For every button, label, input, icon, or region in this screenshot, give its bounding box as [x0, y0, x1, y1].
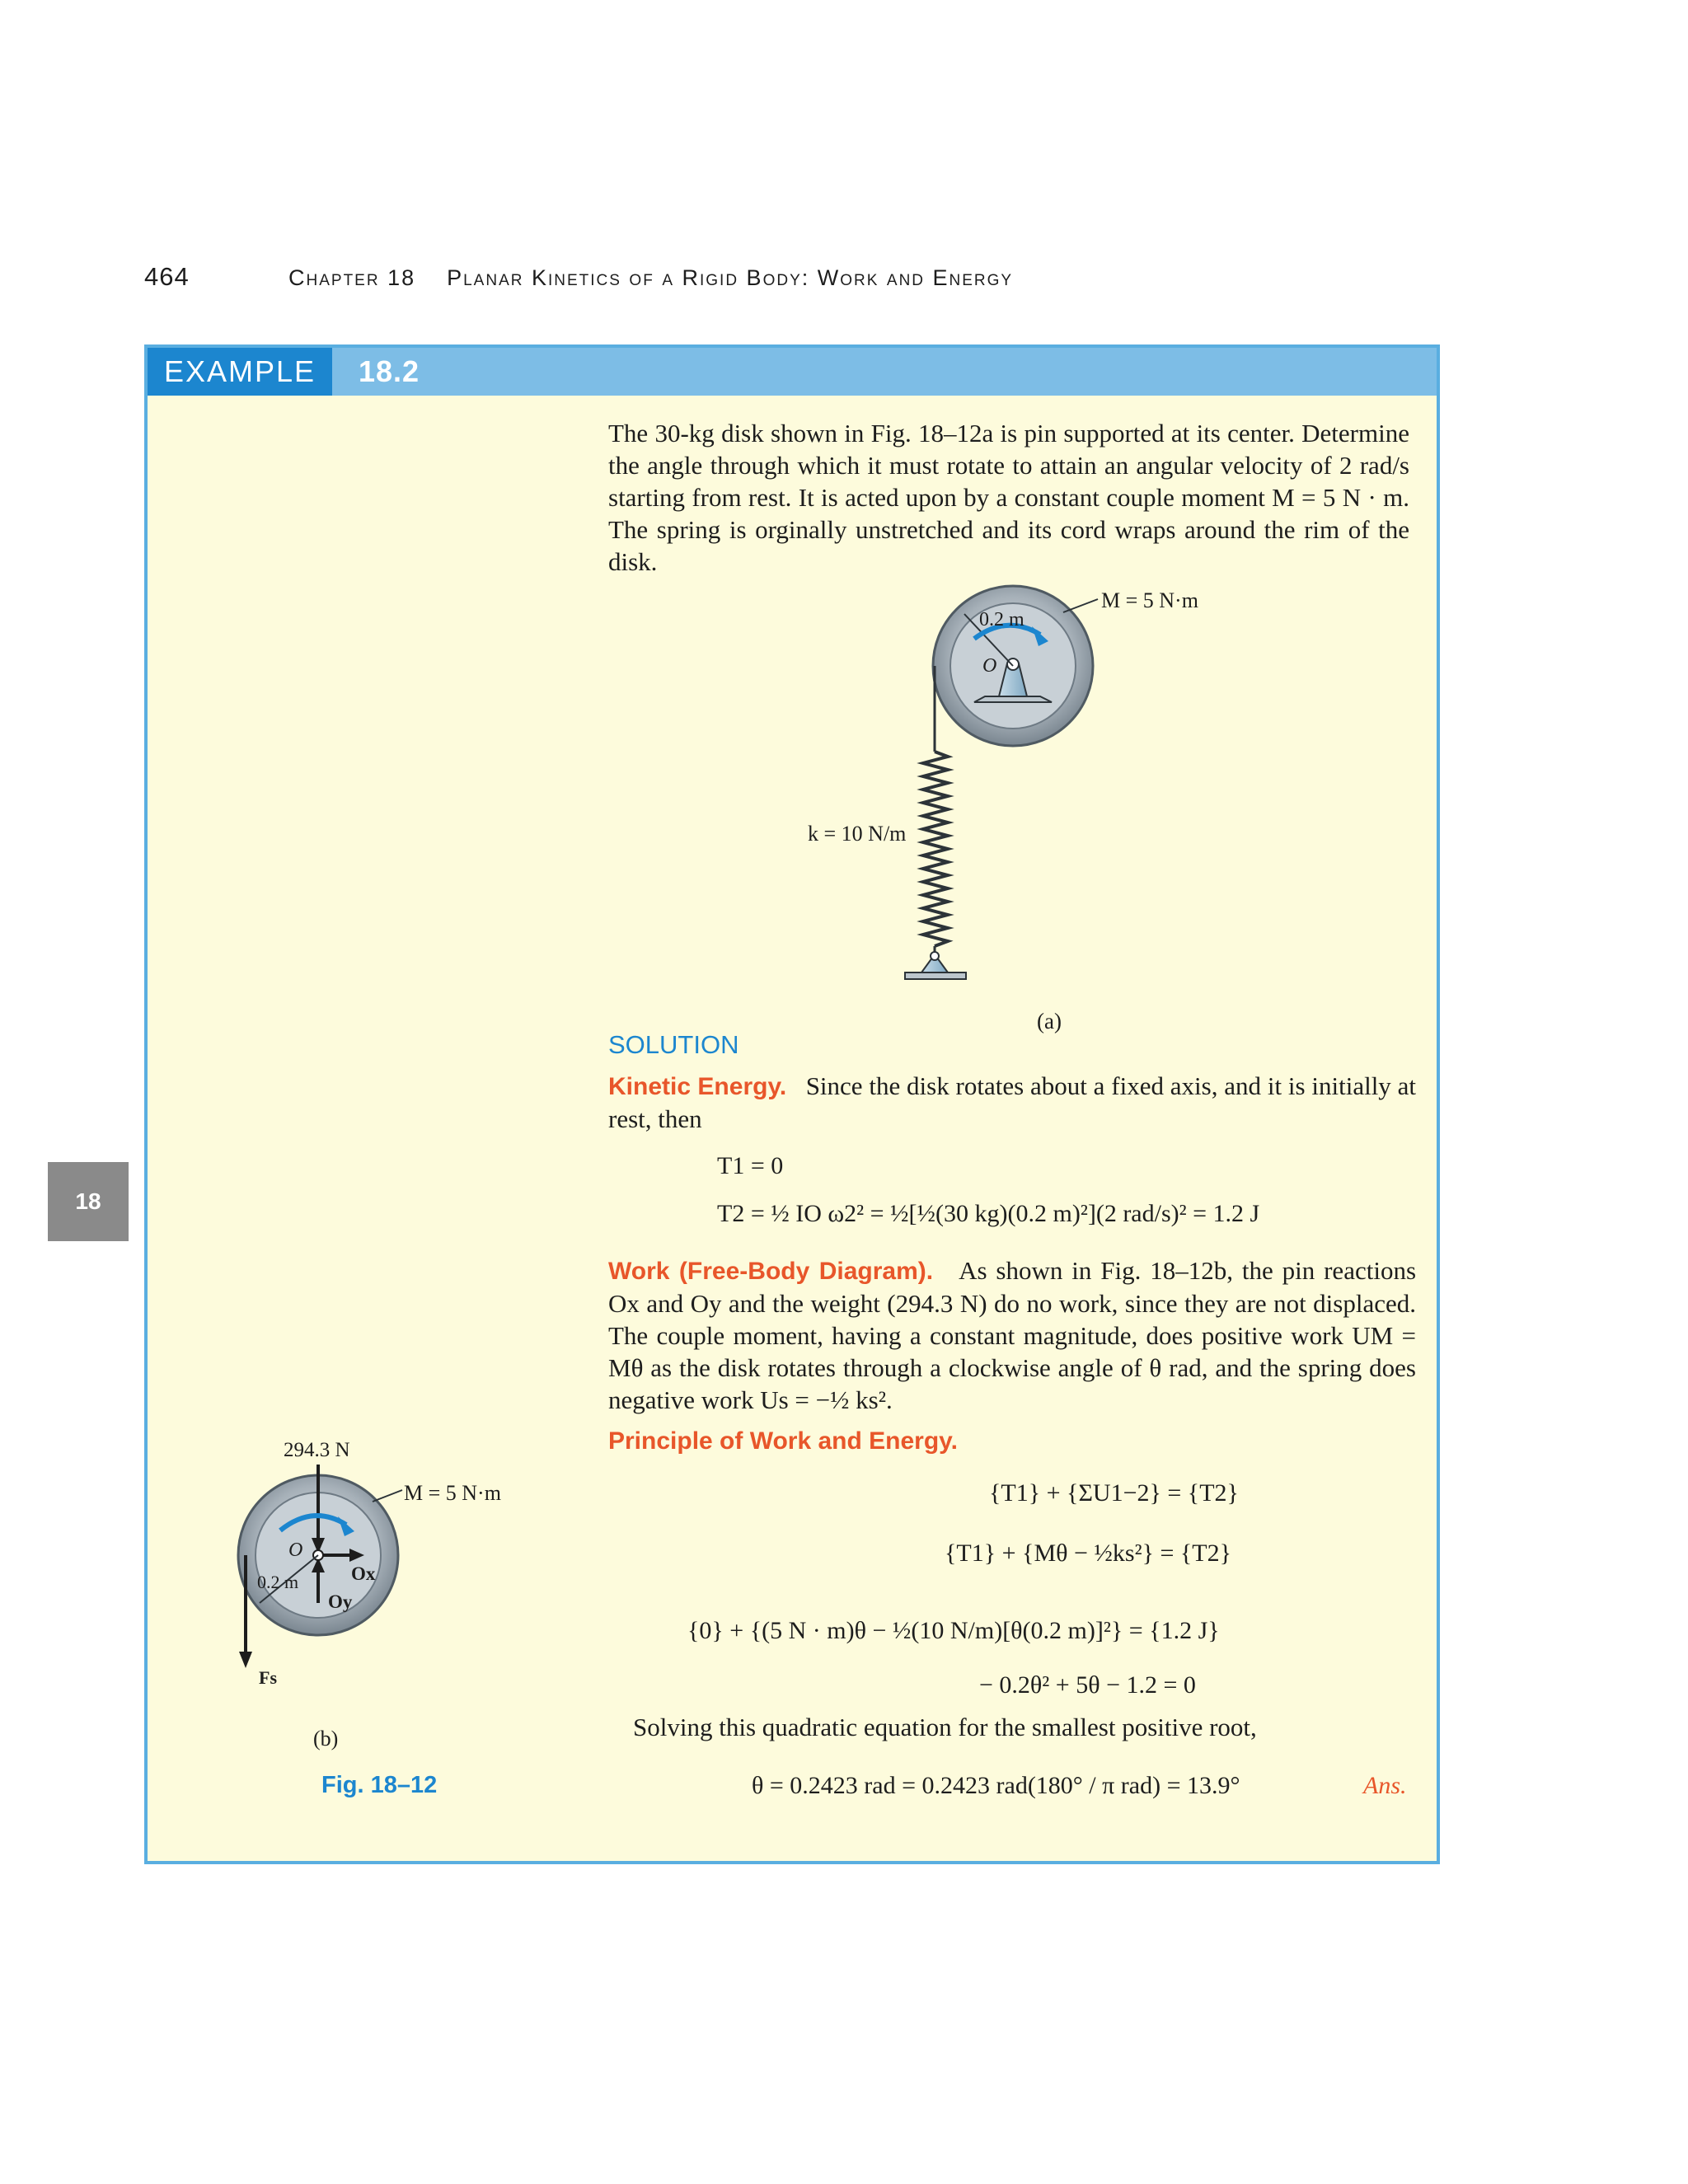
- work-paragraph: [608, 1254, 1416, 1416]
- chapter-label: Chapter 18: [288, 265, 416, 290]
- fig-b-oy-label: Oy: [328, 1591, 353, 1612]
- pin-support-a: [974, 696, 1052, 702]
- chapter-title: Planar Kinetics of a Rigid Body: Work and Energy: [447, 265, 1014, 290]
- figure-caption: Fig. 18–12: [321, 1772, 438, 1798]
- answer-label: Ans.: [1363, 1772, 1407, 1799]
- solve-text: Solving this quadratic equation for the smallest positive root,: [633, 1713, 1257, 1741]
- ke-paragraph: [608, 1070, 1416, 1135]
- fig-a-center-label: O: [982, 655, 997, 677]
- work-heading: Work (Free-Body Diagram).: [608, 1258, 934, 1285]
- fig-b-ox-label: Ox: [351, 1563, 376, 1584]
- example-number: 18.2: [359, 354, 420, 388]
- example-label: EXAMPLE: [148, 348, 332, 396]
- eq-t1: T1 = 0: [717, 1152, 784, 1179]
- fig-b-caption: (b): [313, 1727, 339, 1750]
- eq-5: θ = 0.2423 rad = 0.2423 rad(180° / π rad) = 13.9°: [752, 1772, 1240, 1799]
- fig-a-caption: (a): [1037, 1009, 1062, 1033]
- fig-b-center-label: O: [288, 1540, 303, 1561]
- spring-a: [923, 752, 948, 946]
- principle-heading: Principle of Work and Energy.: [608, 1427, 958, 1455]
- page-number: 464: [144, 262, 190, 291]
- solution-heading: SOLUTION: [608, 1030, 739, 1059]
- fig-b-fs-label: Fs: [259, 1667, 277, 1688]
- problem-text: The 30-kg disk shown in Fig. 18–12a is pin supported at its center. Determine the angle through which it must rotate to attain an angular velocity of 2 rad/s starting from rest. It is acted upon by a constant couple moment M = 5 N · m. The spring is orginally unstretched and its cord wraps around the rim of the disk.: [608, 419, 1409, 576]
- fig-a-moment-label: M = 5 N·m: [1101, 588, 1198, 612]
- chapter-side-tab: 18: [48, 1162, 129, 1241]
- ke-heading: Kinetic Energy.: [608, 1073, 787, 1100]
- fig-a-radius-label: 0.2 m: [979, 609, 1025, 630]
- eq-4: − 0.2θ² + 5θ − 1.2 = 0: [979, 1671, 1196, 1699]
- eq-2: {T1} + {Mθ − ½ks²} = {T2}: [945, 1540, 1232, 1567]
- work-text: As shown in Fig. 18–12b, the pin reactions Ox and Oy and the weight (294.3 N) do no work, since they are not displaced. The couple moment, having a constant magnitude, does positive work UM = Mθ as the disk rotates through a clockwise angle of θ rad, and the spring does negative work Us = −½ ks².: [608, 1256, 1417, 1414]
- eq-3: {0} + {(5 N · m)θ − ½(10 N/m)[θ(0.2 m)]²} = {1.2 J}: [687, 1617, 1220, 1644]
- fig-b-radius-label: 0.2 m: [257, 1572, 299, 1592]
- fig-b-weight-label: 294.3 N: [284, 1439, 350, 1461]
- fig-b-moment-label: M = 5 N·m: [404, 1481, 501, 1505]
- ke-text: Since the disk rotates about a fixed axis, and it is initially at rest, then: [608, 1071, 1416, 1133]
- fig-a-spring-label: k = 10 N/m: [808, 822, 907, 846]
- eq-1: {T1} + {ΣU1−2} = {T2}: [989, 1479, 1239, 1507]
- eq-t2: T2 = ½ IO ω2² = ½[½(30 kg)(0.2 m)²](2 rad/s)² = 1.2 J: [717, 1200, 1260, 1227]
